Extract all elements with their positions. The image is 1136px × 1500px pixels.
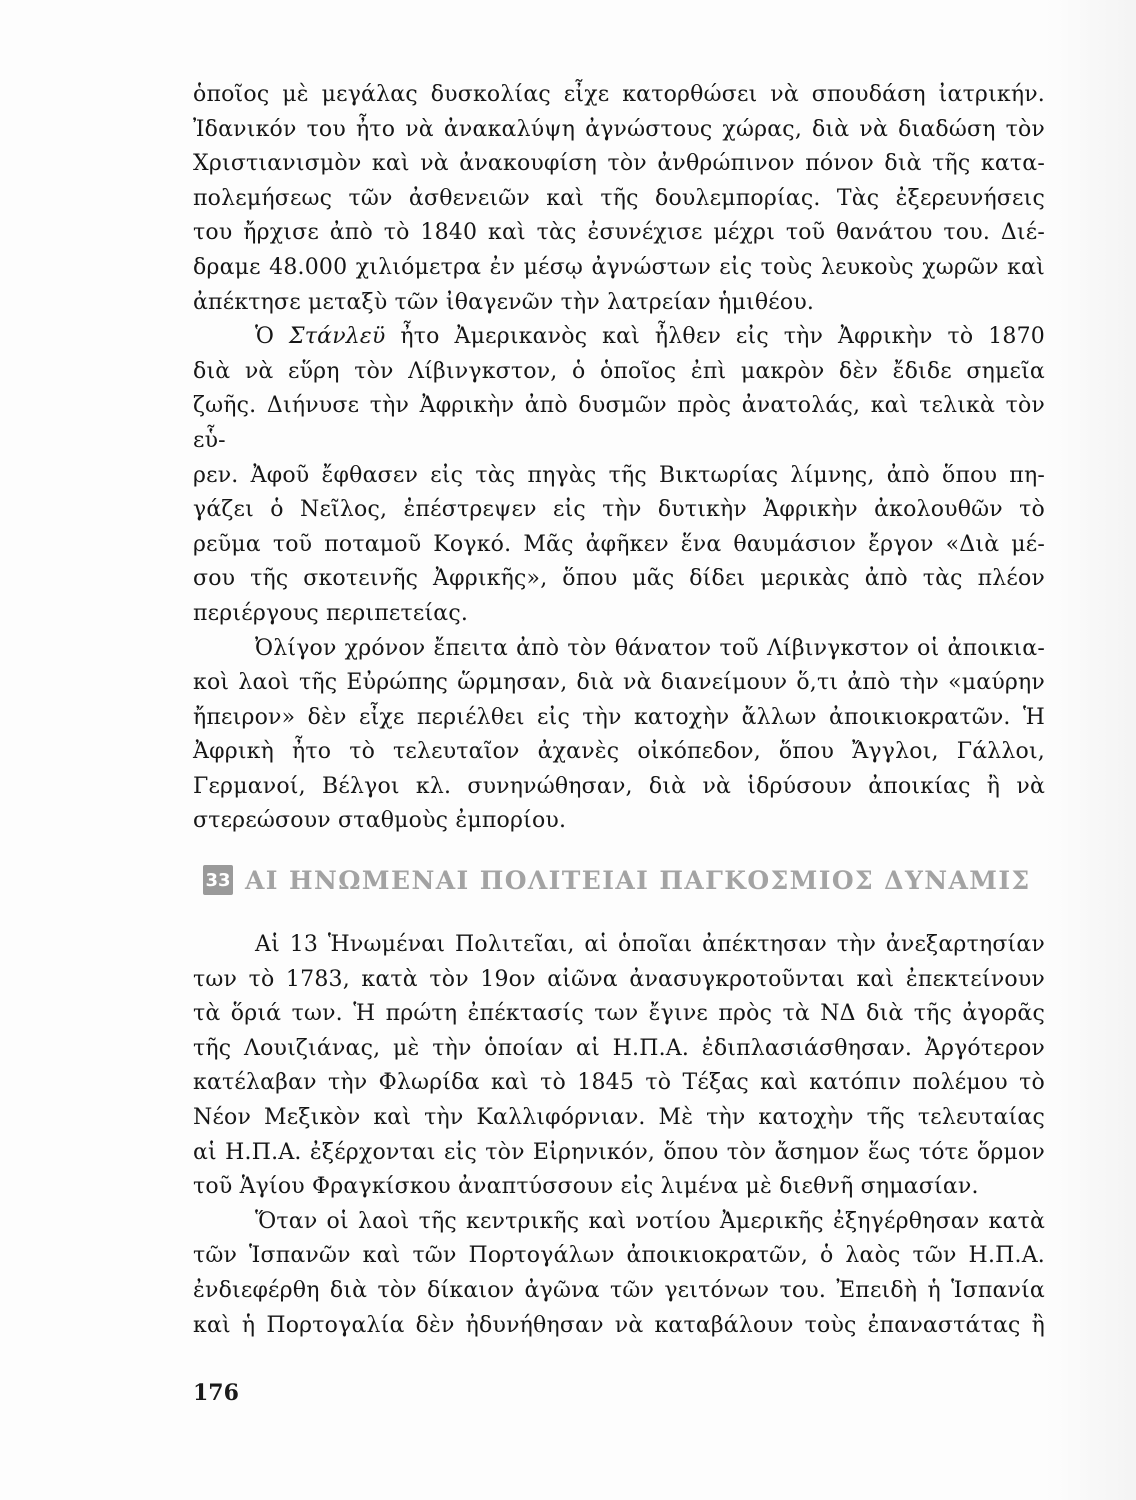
text-line: κατέλαβαν τὴν Φλωρίδα καὶ τὸ 1845 τὸ Τέξας καὶ κατόπιν πολέμου τὸ [193, 1070, 1045, 1096]
text-line: τῆς Λουιζιάνας, μὲ τὴν ὁποίαν αἱ Η.Π.Α. ἐδιπλασιάσθησαν. Ἀργότερον [193, 1035, 1045, 1061]
paragraph-livingstone [193, 78, 1045, 320]
text-fragment: Ὁ [255, 324, 290, 350]
text-line: δραμε 48.000 χιλιόμετρα ἐν μέσῳ ἀγνώστων εἰς τοὺς λευκοὺς χωρῶν καὶ [193, 254, 1045, 280]
page-edge-shading [1046, 0, 1136, 1500]
text-line-first [193, 320, 1045, 355]
text-line: ρεῦμα τοῦ ποταμοῦ Κογκό. Μᾶς ἀφῆκεν ἕνα θαυμάσιον ἔργον «Διὰ μέ- [193, 531, 1045, 557]
text-line: τὰ ὅριά των. Ἡ πρώτη ἐπέκτασίς των ἔγινε πρὸς τὰ ΝΔ διὰ τῆς ἀγορᾶς [193, 1001, 1045, 1027]
text-line: Ὅταν οἱ λαοὶ τῆς κεντρικῆς καὶ νοτίου Ἀμερικῆς ἐξηγέρθησαν κατὰ [255, 1208, 1045, 1234]
text-line: Ἀφρικὴ ἦτο τὸ τελευταῖον ἀχανὲς οἰκόπεδον, ὅπου Ἄγγλοι, Γάλλοι, [193, 739, 1045, 765]
paragraph-latin-america [193, 1205, 1045, 1343]
text-line: στερεώσουν σταθμοὺς ἐμπορίου. [193, 808, 567, 834]
section-title: ΑΙ ΗΝΩΜΕΝΑΙ ΠΟΛΙΤΕΙΑΙ ΠΑΓΚΟΣΜΙΟΣ ΔΥΝΑΜΙΣ [245, 865, 1031, 895]
paragraph-stanley [193, 320, 1045, 631]
text-line: διὰ νὰ εὕρη τὸν Λίβινγκστον, ὁ ὁποῖος ἐπὶ μακρὸν δὲν ἔδιδε σημεῖα [193, 358, 1045, 384]
text-line: Γερμανοί, Βέλγοι κλ. συνηνώθησαν, διὰ νὰ ἱδρύσουν ἀποικίας ἢ νὰ [193, 773, 1045, 799]
text-line: ρεν. Ἀφοῦ ἔφθασεν εἰς τὰς πηγὰς τῆς Βικτωρίας λίμνης, ἀπὸ ὅπου πη- [193, 462, 1045, 488]
text-line: πολεμήσεως τῶν ἀσθενειῶν καὶ τῆς δουλεμπορίας. Τὰς ἐξερευνήσεις [193, 185, 1045, 211]
text-line: των τὸ 1783, κατὰ τὸν 19ον αἰῶνα ἀνασυγκροτοῦνται καὶ ἐπεκτείνουν [193, 966, 1045, 992]
text-column-bottom [193, 928, 1045, 1343]
text-line: γάζει ὁ Νεῖλος, ἐπέστρεψεν εἰς τὴν δυτικὴν Ἀφρικὴν ἀκολουθῶν τὸ [193, 497, 1045, 523]
text-line: ἐνδιεφέρθη διὰ τὸν δίκαιον ἀγῶνα τῶν γειτόνων του. Ἐπειδὴ ἡ Ἱσπανία [193, 1277, 1045, 1303]
name-stanley: Στάνλεϋ [289, 324, 386, 350]
text-line: κοὶ λαοὶ τῆς Εὐρώπης ὥρμησαν, διὰ νὰ διανείμουν ὅ,τι ἀπὸ τὴν «μαύρην [193, 670, 1045, 696]
text-line: ἀπέκτησε μεταξὺ τῶν ἰθαγενῶν τὴν λατρείαν ἡμιθέου. [193, 289, 815, 315]
paragraph-colonial [193, 632, 1045, 840]
text-line: αἱ Η.Π.Α. ἐξέρχονται εἰς τὸν Εἰρηνικόν, ὅπου τὸν ἄσημον ἕως τότε ὅρμον [193, 1139, 1045, 1165]
text-line: Ὀλίγον χρόνον ἔπειτα ἀπὸ τὸν θάνατον τοῦ Λίβινγκστον οἱ ἀποικια- [255, 635, 1045, 661]
text-line: σου τῆς σκοτεινῆς Ἀφρικῆς», ὅπου μᾶς δίδει μερικὰς ἀπὸ τὰς πλέον [193, 566, 1045, 592]
section-number-badge: 33 [203, 865, 233, 895]
text-line: ὁποῖος μὲ μεγάλας δυσκολίας εἶχε κατορθώσει νὰ σπουδάση ἰατρικήν. [193, 82, 1045, 107]
text-column-top [193, 78, 1045, 839]
text-line: τοῦ Ἁγίου Φραγκίσκου ἀναπτύσσουν εἰς λιμένα μὲ διεθνῆ σημασίαν. [193, 1174, 979, 1200]
text-line: Χριστιανισμὸν καὶ νὰ ἀνακουφίση τὸν ἀνθρώπινον πόνον διὰ τῆς κατα- [193, 151, 1045, 177]
page-number: 176 [193, 1380, 239, 1406]
section-heading [203, 860, 1048, 900]
text-line: τῶν Ἱσπανῶν καὶ τῶν Πορτογάλων ἀποικιοκρατῶν, ὁ λαὸς τῶν Η.Π.Α. [193, 1243, 1045, 1269]
text-line: Αἱ 13 Ἡνωμέναι Πολιτεῖαι, αἱ ὁποῖαι ἀπέκτησαν τὴν ἀνεξαρτησίαν [255, 932, 1045, 957]
text-line: ζωῆς. Διήνυσε τὴν Ἀφρικὴν ἀπὸ δυσμῶν πρὸς ἀνατολάς, καὶ τελικὰ τὸν εὗ- [193, 393, 1045, 453]
text-line: Ἰδανικόν του ἦτο νὰ ἀνακαλύψη ἀγνώστους χώρας, διὰ νὰ διαδώση τὸν [193, 116, 1045, 142]
paragraph-usa-expansion [193, 928, 1045, 1205]
text-line: καὶ ἡ Πορτογαλία δὲν ἠδυνήθησαν νὰ καταβάλουν τοὺς ἐπαναστάτας ἢ [193, 1312, 1045, 1338]
text-line: Νέον Μεξικὸν καὶ τὴν Καλλιφόρνιαν. Μὲ τὴν κατοχὴν τῆς τελευταίας [193, 1104, 1045, 1130]
text-line: του ἤρχισε ἀπὸ τὸ 1840 καὶ τὰς ἐσυνέχισε μέχρι τοῦ θανάτου του. Διέ- [193, 220, 1045, 246]
text-line: περιέργους περιπετείας. [193, 600, 469, 626]
text-fragment: ἦτο Ἀμερικανὸς καὶ ἦλθεν εἰς τὴν Ἀφρικὴν τὸ 1870 [385, 324, 1045, 350]
text-line: ἤπειρον» δὲν εἶχε περιέλθει εἰς τὴν κατοχὴν ἄλλων ἀποικιοκρατῶν. Ἡ [193, 704, 1045, 730]
